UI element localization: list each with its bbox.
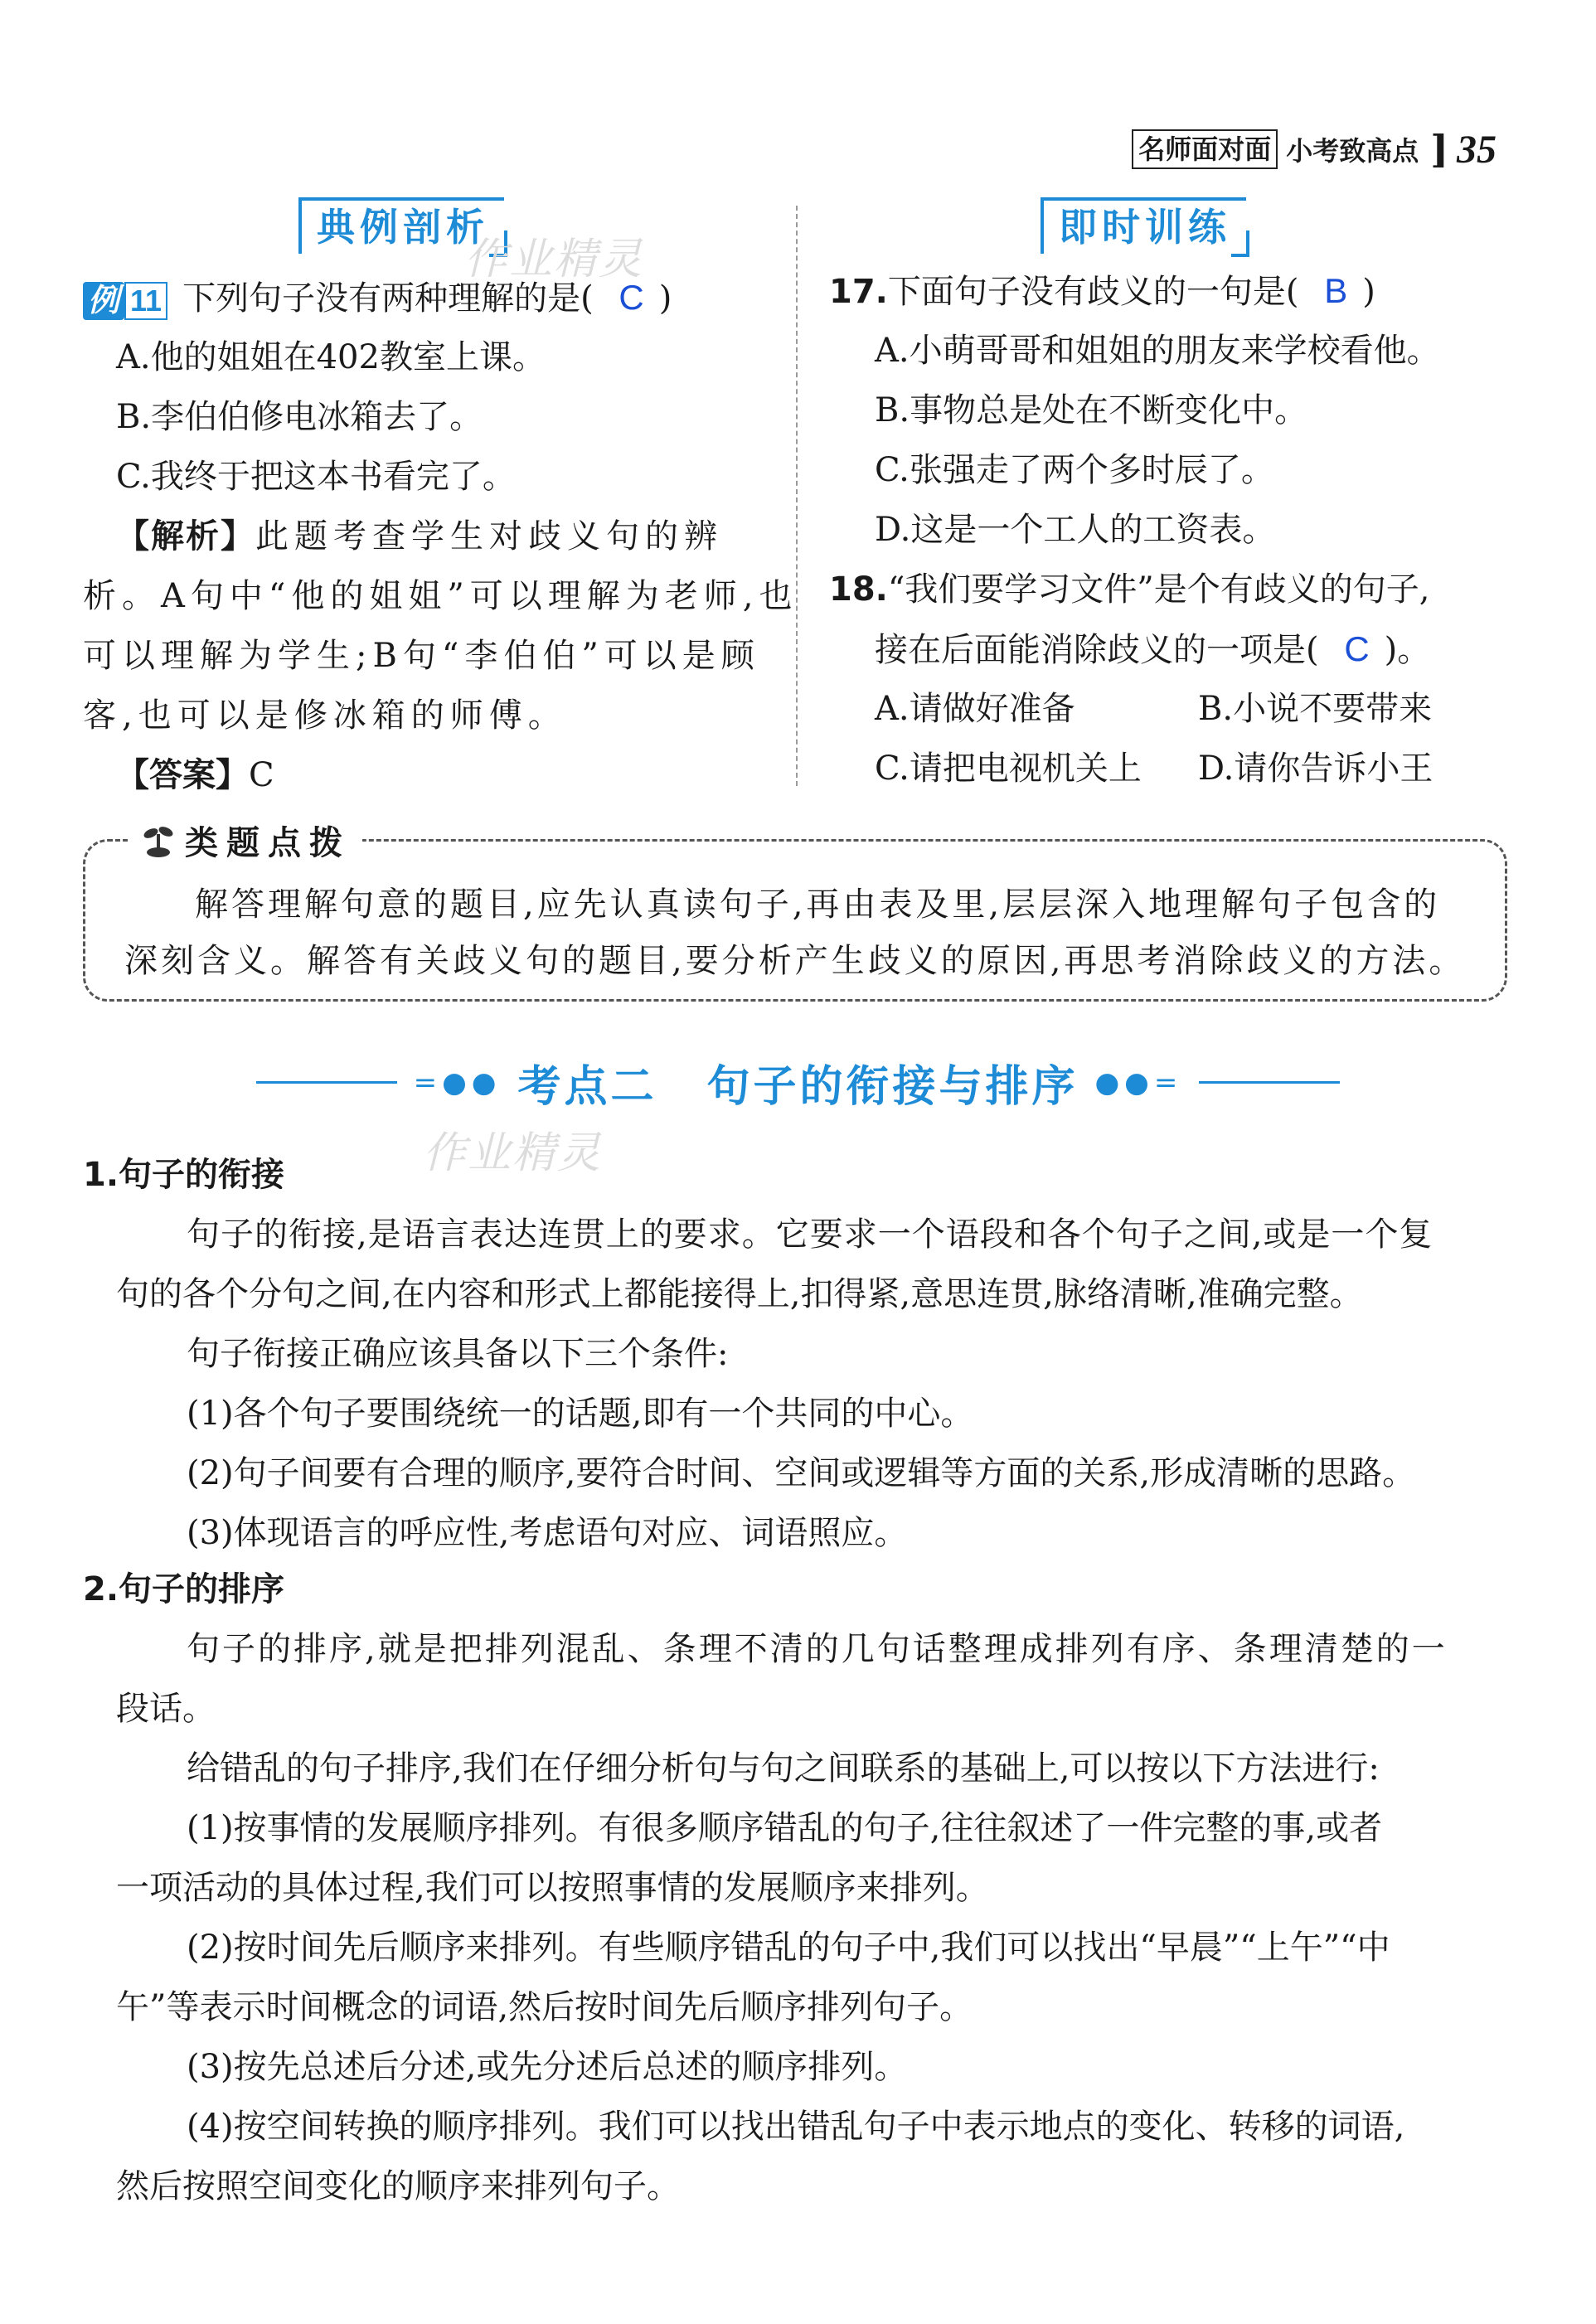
option-d: D.这是一个工人的工资表。 xyxy=(875,511,1276,549)
s1-line-4: (1)各个句子要围绕统一的话题,即有一个共同的中心。 xyxy=(187,1395,974,1433)
analysis-label: 【解析】 xyxy=(116,517,255,556)
analysis-line-2: 析。A句中“他的姐姐”可以理解为老师,也 xyxy=(83,577,798,615)
s2-line-10: 然后按照空间变化的顺序来排列句子。 xyxy=(116,2167,680,2205)
s2-line-7: 午”等表示时间概念的词语,然后按时间先后顺序排列句子。 xyxy=(116,1988,973,2026)
page-number: 35 xyxy=(1457,127,1497,172)
series-label: 小考致高点 xyxy=(1286,135,1419,167)
question-18-line2: 接在后面能消除歧义的一项是( C )。 xyxy=(875,629,1431,669)
option-c: C.请把电视机关上 xyxy=(875,750,1142,788)
bracket-glyph: ] xyxy=(1430,127,1448,172)
section-title-left: 典例剖析 xyxy=(298,197,504,254)
answer-line: 【答案】C xyxy=(116,755,274,794)
option-c: C.张强走了两个多时辰了。 xyxy=(875,451,1274,489)
exam-point-title: 句子的衔接与排序 xyxy=(706,1062,1079,1112)
s2-line-8: (3)按先总述后分述,或先分述后总述的顺序排列。 xyxy=(187,2048,908,2086)
analysis-line-4: 客,也可以是修冰箱的师傅。 xyxy=(83,696,567,735)
s1-line-5: (2)句子间要有合理的顺序,要符合时间、空间或逻辑等方面的关系,形成清晰的思路。 xyxy=(187,1454,1416,1492)
s1-line-2: 句的各个分句之间,在内容和形式上都能接得上,扣得紧,意思连贯,脉络清晰,准确完整。 xyxy=(116,1275,1363,1313)
option-b: B.小说不要带来 xyxy=(1198,690,1433,728)
option-a: A.小萌哥哥和姐姐的朋友来学校看他。 xyxy=(875,332,1440,370)
tip-line-1: 解答理解句意的题目,应先认真读句子,再由表及里,层层深入地理解句子包含的 xyxy=(195,885,1441,924)
brand-label: 名师面对面 xyxy=(1132,129,1278,169)
option-d: D.请你告诉小王 xyxy=(1198,750,1433,788)
section-title-right: 即时训练 xyxy=(1041,197,1246,254)
banner-rule-right xyxy=(1199,1081,1340,1084)
analysis-line-1: 【解析】此题考查学生对歧义句的辨 xyxy=(116,517,723,556)
s1-line-1: 句子的衔接,是语言表达连贯上的要求。它要求一个语段和各个句子之间,或是一个复 xyxy=(187,1215,1433,1254)
column-divider xyxy=(796,206,798,786)
option-a: A.请做好准备 xyxy=(875,690,1075,728)
banner-dots-left: =●● xyxy=(413,1065,502,1099)
tip-title: 类题点拨 xyxy=(185,823,351,862)
answer-value: B xyxy=(1324,271,1348,310)
answer-value: C xyxy=(619,278,644,317)
banner-rule-left xyxy=(256,1081,397,1084)
answer-value: C xyxy=(1344,629,1370,668)
analysis-line-3: 可以理解为学生;B句“李伯伯”可以是顾 xyxy=(83,637,760,675)
section-heading-2: 2.句子的排序 xyxy=(83,1570,285,1608)
exam-point-banner xyxy=(0,1051,1596,1113)
s1-line-3: 句子衔接正确应该具备以下三个条件: xyxy=(187,1335,729,1373)
sprout-icon xyxy=(140,822,177,859)
s2-line-6: (2)按时间先后顺序来排列。有些顺序错乱的句子中,我们可以找出“早晨”“上午”“中 xyxy=(187,1929,1390,1967)
option-b: B.事物总是处在不断变化中。 xyxy=(875,391,1308,429)
tip-line-2: 深刻含义。解答有关歧义句的题目,要分析产生歧义的原因,再思考消除歧义的方法。 xyxy=(124,942,1466,980)
answer-label: 【答案】 xyxy=(116,755,249,794)
example-number: 11 xyxy=(124,282,167,320)
option-c: C.我终于把这本书看完了。 xyxy=(116,458,516,496)
s2-line-3: 给错乱的句子排序,我们在仔细分析句与句之间联系的基础上,可以按以下方法进行: xyxy=(187,1749,1380,1788)
s2-line-2: 段话。 xyxy=(116,1690,216,1728)
section-heading-1: 1.句子的衔接 xyxy=(83,1156,285,1194)
question-17: 17.下面句子没有歧义的一句是( B ) xyxy=(829,271,1375,311)
example-badge: 例 xyxy=(83,282,124,320)
tip-header xyxy=(129,817,362,864)
watermark: 作业精灵 xyxy=(464,235,644,284)
s2-line-5: 一项活动的具体过程,我们可以按照事情的发展顺序来排列。 xyxy=(116,1869,989,1907)
s2-line-1: 句子的排序,就是把排列混乱、条理不清的几句话整理成排列有序、条理清楚的一 xyxy=(187,1630,1448,1668)
s2-line-9: (4)按空间转换的顺序排列。我们可以找出错乱句子中表示地点的变化、转移的词语, xyxy=(187,2108,1405,2146)
question-18: 18.“我们要学习文件”是个有歧义的句子, xyxy=(829,570,1430,609)
exam-point-label: 考点二 xyxy=(517,1062,657,1112)
watermark: 作业精灵 xyxy=(423,1128,603,1178)
example-question: 例 11 下列句子没有两种理解的是( C ) xyxy=(83,274,672,323)
option-a: A.他的姐姐在402教室上课。 xyxy=(116,338,546,376)
banner-dots-right: ●●= xyxy=(1094,1065,1183,1099)
option-b: B.李伯伯修电冰箱去了。 xyxy=(116,398,483,436)
s2-line-4: (1)按事情的发展顺序排列。有很多顺序错乱的句子,往往叙述了一件完整的事,或者 xyxy=(187,1809,1383,1847)
s1-line-6: (3)体现语言的呼应性,考虑语句对应、词语照应。 xyxy=(187,1514,908,1552)
page-header xyxy=(1132,124,1497,174)
